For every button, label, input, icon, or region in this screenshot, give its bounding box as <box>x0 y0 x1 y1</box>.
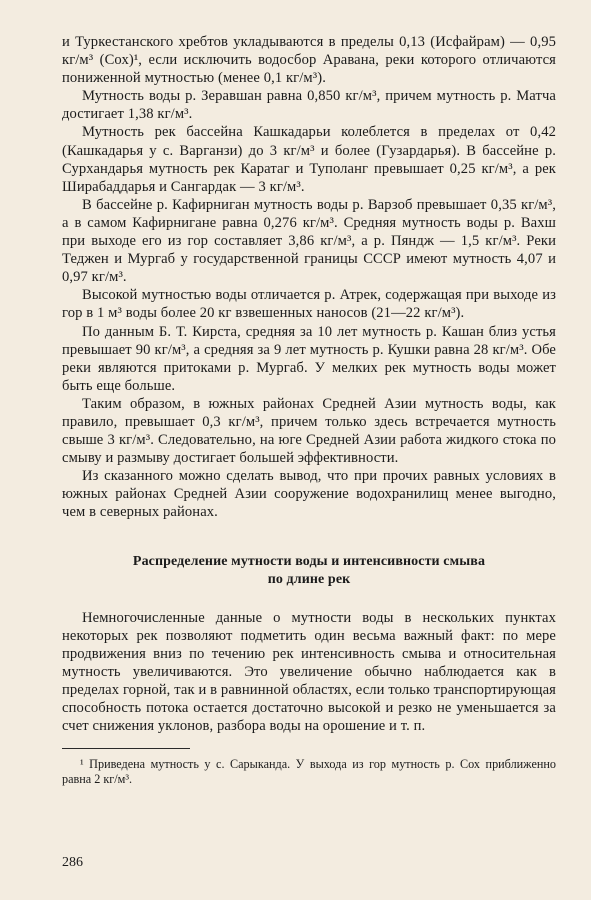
paragraph: Немногочисленные данные о мутности воды в нескольких пунктах некоторых рек позволяют подметить один весьма важный факт: по мере продвижения вниз по течению рек интенсивность смыва и относительная мутность увеличиваются. Это увеличение обычно наблюдается как в пределах горной, так и в равнинной областях, если только транспортирующая способность потока остается достаточно высокой и резко не уменьшается за счет снижения уклонов, разбора воды на орошение и т. п. <box>62 609 556 735</box>
paragraph: Мутность рек бассейна Кашкадарьи колеблется в пределах от 0,42 (Кашкадарья у с. Варганзи) до 3 кг/м³ и более (Гузардарья). В бассейне р. Сурхандарья мутность рек Каратаг и Туполанг превышает 0,25 кг/м³, а рек Ширабаддарья и Сангардак — 3 кг/м³. <box>62 124 556 195</box>
paragraph: Мутность воды р. Зеравшан равна 0,850 кг/м³, причем мутность р. Матча достигает 1,38 кг/м³. <box>62 88 556 123</box>
paragraph: Из сказанного можно сделать вывод, что при прочих равных условиях в южных районах Средней Азии сооружение водохранилищ менее выгодно, чем в северных районах. <box>62 468 556 521</box>
paragraph: В бассейне р. Кафирниган мутность воды р. Варзоб превышает 0,35 кг/м³, а в самом Кафирнигане равна 0,276 кг/м³. Средняя мутность воды р. Вахш при выходе его из гор составляет 3,86 кг/м³, а р. Пяндж — 1,5 кг/м³. Реки Теджен и Мургаб у государственной границы СССР имеют мутность 4,07 и 0,97 кг/м³. <box>62 196 556 286</box>
document-page <box>62 33 556 787</box>
body-text-bottom <box>62 609 556 736</box>
paragraph: По данным Б. Т. Кирста, средняя за 10 лет мутность р. Кашан близ устья превышает 90 кг/м³, а средняя за 9 лет мутность р. Кушки равна 28 кг/м³. Обе реки являются притоками р. Мургаб. У мелких рек мутность воды может быть еще больше. <box>62 323 556 394</box>
paragraph: Высокой мутностью воды отличается р. Атрек, содержащая при выходе из гор в 1 м³ воды более 20 кг взвешенных наносов (21—22 кг/м³). <box>62 287 556 322</box>
footnote-divider <box>62 748 190 749</box>
footnote: ¹ Приведена мутность у с. Сарыканда. У выхода из гор мутность р. Сох приближенно равна 2 кг/м³. <box>62 757 556 787</box>
paragraph: Таким образом, в южных районах Средней Азии мутность воды, как правило, превышает 0,3 кг/м³, причем только здесь встречается мутность свыше 3 кг/м³. Следовательно, на юге Средней Азии работа жидкого стока по смыву и размыву достигает большей эффективности. <box>62 395 556 467</box>
body-text-top <box>62 33 556 522</box>
section-heading-line-1: Распределение мутности воды и интенсивности смыва <box>132 553 486 569</box>
section-heading-line-2: по длине рек <box>267 571 351 587</box>
paragraph: и Туркестанского хребтов укладываются в пределы 0,13 (Исфайрам) — 0,95 кг/м³ (Сох)¹, если исключить водосбор Аравана, реки которого отличаются пониженной мутностью (менее 0,1 кг/м³). <box>62 34 556 87</box>
section-heading <box>62 553 556 589</box>
page-number: 286 <box>62 855 83 870</box>
